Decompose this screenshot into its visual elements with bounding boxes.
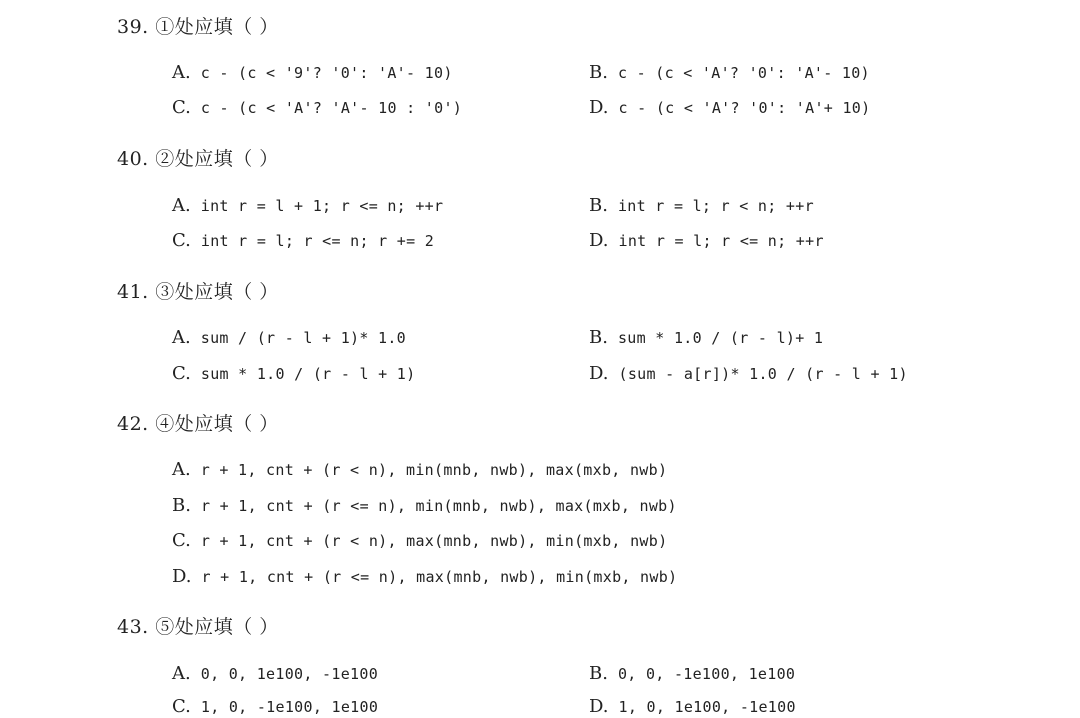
question-41-option-b — [589, 327, 823, 349]
question-40-option-d — [589, 230, 824, 252]
option-letter: A. — [172, 459, 191, 480]
option-letter: B. — [589, 195, 608, 216]
question-40-title: 40. ②处应填（ ） — [117, 148, 279, 170]
question-40-option-a — [172, 195, 443, 217]
option-letter: C. — [172, 230, 191, 251]
option-letter: A. — [172, 195, 191, 216]
option-letter: C. — [172, 363, 191, 384]
option-code: int r = l; r <= n; ++r — [618, 232, 824, 250]
question-41-option-d — [589, 363, 908, 385]
option-code: (sum - a[r])* 1.0 / (r - l + 1) — [618, 365, 908, 383]
option-letter: C. — [172, 530, 191, 551]
option-code: c - (c < 'A'? '0': 'A'+ 10) — [618, 99, 871, 117]
option-letter: C. — [172, 97, 191, 118]
option-code: int r = l; r <= n; r += 2 — [200, 232, 435, 250]
option-letter: B. — [589, 327, 608, 348]
option-code: int r = l + 1; r <= n; ++r — [200, 197, 444, 215]
option-code: c - (c < 'A'? 'A'- 10 : '0') — [200, 99, 463, 117]
option-letter: D. — [589, 696, 609, 717]
question-42-option-a — [172, 459, 667, 481]
question-42-option-d — [172, 566, 677, 588]
option-code: c - (c < 'A'? '0': 'A'- 10) — [617, 64, 870, 82]
option-code: int r = l; r < n; ++r — [617, 197, 814, 215]
question-42-option-c — [172, 530, 667, 552]
question-39-title: 39. ①处应填（ ） — [117, 16, 279, 38]
question-43-option-c — [172, 696, 378, 718]
option-code: r + 1, cnt + (r < n), max(mnb, nwb), min(mxb, nwb) — [200, 532, 668, 550]
question-43-option-d — [589, 696, 796, 718]
question-41-title: 41. ③处应填（ ） — [117, 281, 279, 303]
question-39-option-d — [589, 97, 870, 119]
option-code: sum / (r - l + 1)* 1.0 — [200, 329, 407, 347]
question-39-option-a — [172, 62, 453, 84]
question-42-title: 42. ④处应填（ ） — [117, 413, 279, 435]
option-code: sum * 1.0 / (r - l)+ 1 — [617, 329, 824, 347]
option-letter: D. — [172, 566, 192, 587]
question-39-option-b — [589, 62, 870, 84]
question-42-option-b — [172, 495, 677, 517]
option-letter: D. — [589, 97, 609, 118]
option-letter: B. — [589, 663, 608, 684]
option-code: 0, 0, -1e100, 1e100 — [617, 665, 796, 683]
option-letter: B. — [589, 62, 608, 83]
question-40-option-c — [172, 230, 434, 252]
question-39-option-c — [172, 97, 462, 119]
option-code: r + 1, cnt + (r < n), min(mnb, nwb), max(mxb, nwb) — [200, 461, 668, 479]
option-code: r + 1, cnt + (r <= n), min(mnb, nwb), max(mxb, nwb) — [200, 497, 677, 515]
option-letter: B. — [172, 495, 191, 516]
question-41-option-a — [172, 327, 406, 349]
question-41-option-c — [172, 363, 415, 385]
question-43-option-b — [589, 663, 795, 685]
option-code: 1, 0, -1e100, 1e100 — [200, 698, 379, 716]
option-code: r + 1, cnt + (r <= n), max(mnb, nwb), min(mxb, nwb) — [201, 568, 678, 586]
option-letter: C. — [172, 696, 191, 717]
option-code: sum * 1.0 / (r - l + 1) — [200, 365, 416, 383]
option-code: c - (c < '9'? '0': 'A'- 10) — [200, 64, 453, 82]
option-code: 1, 0, 1e100, -1e100 — [618, 698, 796, 716]
question-43-option-a — [172, 663, 378, 685]
question-40-option-b — [589, 195, 814, 217]
option-letter: A. — [172, 62, 191, 83]
option-letter: A. — [172, 327, 191, 348]
option-code: 0, 0, 1e100, -1e100 — [200, 665, 379, 683]
option-letter: D. — [589, 363, 609, 384]
option-letter: D. — [589, 230, 609, 251]
question-43-title: 43. ⑤处应填（ ） — [117, 616, 279, 638]
option-letter: A. — [172, 663, 191, 684]
